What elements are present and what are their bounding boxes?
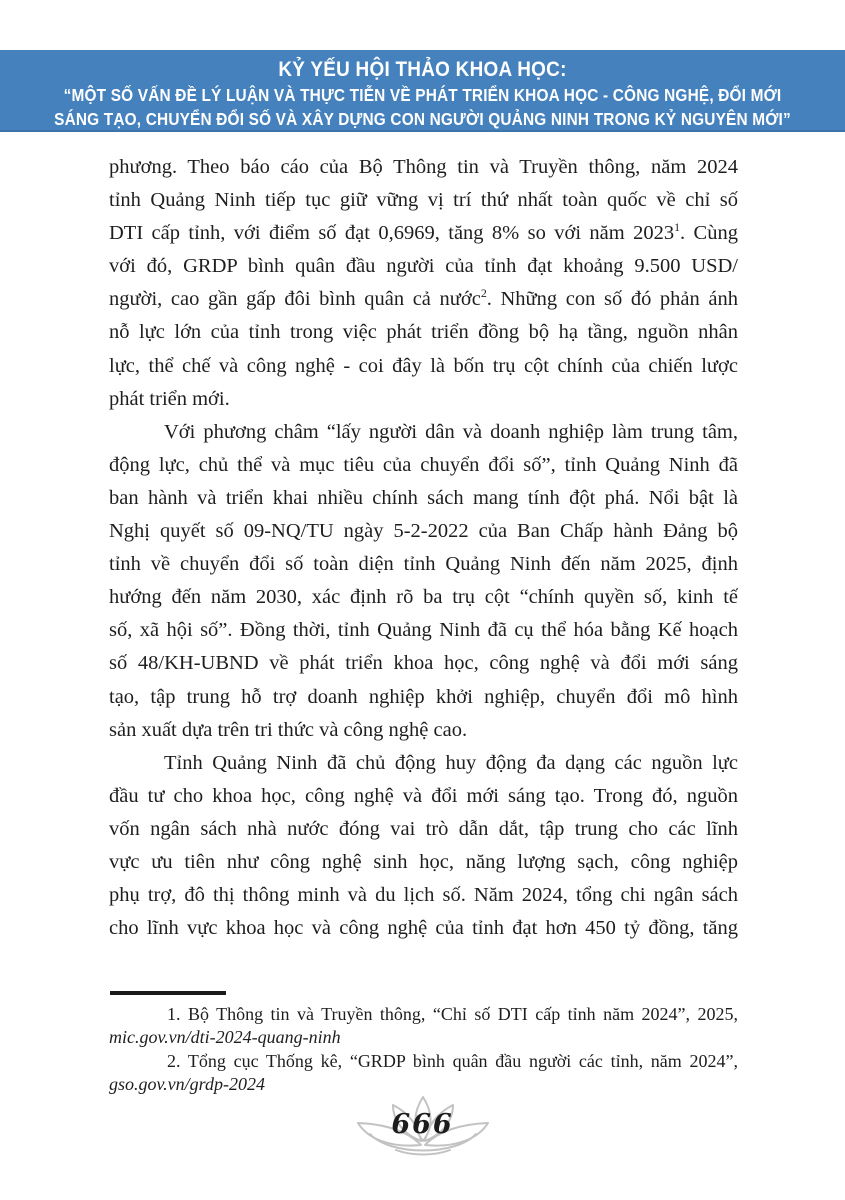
body-line: hướng đến năm 2030, xác định rõ ba trụ cột “chính quyền số, kinh tế: [109, 586, 738, 609]
body-line: động lực, chủ thể và mục tiêu của chuyển đổi số”, tỉnh Quảng Ninh đã: [109, 453, 738, 476]
footnote-line: 1. Bộ Thông tin và Truyền thông, “Chỉ số DTI cấp tỉnh năm 2024”, 2025,: [167, 1004, 738, 1024]
body-line: vực ưu tiên như công nghệ sinh học, năng lượng sạch, công nghiệp: [109, 850, 738, 873]
lotus-ornament: [338, 1094, 508, 1164]
body-line: vốn ngân sách nhà nước đóng vai trò dẫn dắt, tập trung cho các lĩnh: [109, 817, 738, 840]
footnote-text: [109, 1003, 738, 1097]
page-number: 666: [391, 1109, 454, 1140]
body-line: ban hành và triển khai nhiều chính sách mang tính đột phá. Nổi bật là: [109, 486, 738, 509]
body-line: Với phương châm “lấy người dân và doanh nghiệp làm trung tâm,: [164, 420, 738, 443]
body-line: lực, thể chế và công nghệ - coi đây là bốn trụ cột chính của chiến lược: [109, 354, 738, 377]
body-line: tạo, tập trung hỗ trợ doanh nghiệp khởi nghiệp, chuyển đổi mô hình: [109, 685, 738, 708]
banner-title-line: KỶ YẾU HỘI THẢO KHOA HỌC:: [278, 57, 567, 81]
body-line: sản xuất dựa trên tri thức và công nghệ cao.: [109, 718, 468, 741]
body-line: Nghị quyết số 09-NQ/TU ngày 5-2-2022 của Ban Chấp hành Đảng bộ: [109, 520, 738, 543]
body-line: DTI cấp tỉnh, với điểm số đạt 0,6969, tăng 8% so với năm 2023$^1$. Cùng: [109, 220, 738, 245]
body-line: đầu tư cho khoa học, công nghệ và đổi mới sáng tạo. Trong đó, nguồn: [109, 784, 738, 807]
page-footer: [0, 1094, 845, 1164]
body-text: [109, 151, 738, 945]
body-line: tỉnh về chuyển đổi số toàn diện tỉnh Quảng Ninh đến năm 2025, định: [109, 553, 738, 576]
body-line: phát triển mới.: [109, 387, 230, 410]
body-line: cho lĩnh vực khoa học và công nghệ của tỉnh đạt hơn 450 tỷ đồng, tăng: [109, 917, 738, 940]
body-line: với đó, GRDP bình quân đầu người của tỉnh đạt khoảng 9.500 USD/: [109, 255, 738, 278]
body-line: người, cao gần gấp đôi bình quân cả nước$^2$. Những con số đó phản ánh: [109, 286, 738, 311]
body-line: nỗ lực lớn của tỉnh trong việc phát triển đồng bộ hạ tầng, nguồn nhân: [109, 321, 738, 344]
banner-subtitle-line-1: “MỘT SỐ VẤN ĐỀ LÝ LUẬN VÀ THỰC TIỄN VỀ PHÁT TRIỂN KHOA HỌC - CÔNG NGHỆ, ĐỔI MỚI: [63, 85, 782, 105]
body-line: số 48/KH-UBND về phát triển khoa học, công nghệ và đổi mới sáng: [109, 652, 738, 675]
footnote-line: gso.gov.vn/grdp-2024: [109, 1074, 265, 1095]
footnote-divider: [110, 991, 226, 995]
body-line: tỉnh Quảng Ninh tiếp tục giữ vững vị trí thứ nhất toàn quốc về chỉ số: [109, 189, 738, 212]
banner-subtitle-line-2: SÁNG TẠO, CHUYỂN ĐỔI SỐ VÀ XÂY DỰNG CON NGƯỜI QUẢNG NINH TRONG KỶ NGUYÊN MỚI”: [54, 109, 791, 129]
conference-title-banner: [0, 50, 845, 132]
body-line: phụ trợ, đô thị thông minh và du lịch số. Năm 2024, tổng chi ngân sách: [109, 884, 738, 907]
body-line: Tỉnh Quảng Ninh đã chủ động huy động đa dạng các nguồn lực: [164, 751, 738, 774]
footnote-line: mic.gov.vn/dti-2024-quang-ninh: [109, 1027, 341, 1048]
footnote-line: 2. Tổng cục Thống kê, “GRDP bình quân đầu người các tỉnh, năm 2024”,: [167, 1050, 738, 1071]
body-line: số, xã hội số”. Đồng thời, tỉnh Quảng Ninh đã cụ thể hóa bằng Kế hoạch: [109, 619, 738, 642]
body-line: phương. Theo báo cáo của Bộ Thông tin và Truyền thông, năm 2024: [109, 156, 738, 178]
